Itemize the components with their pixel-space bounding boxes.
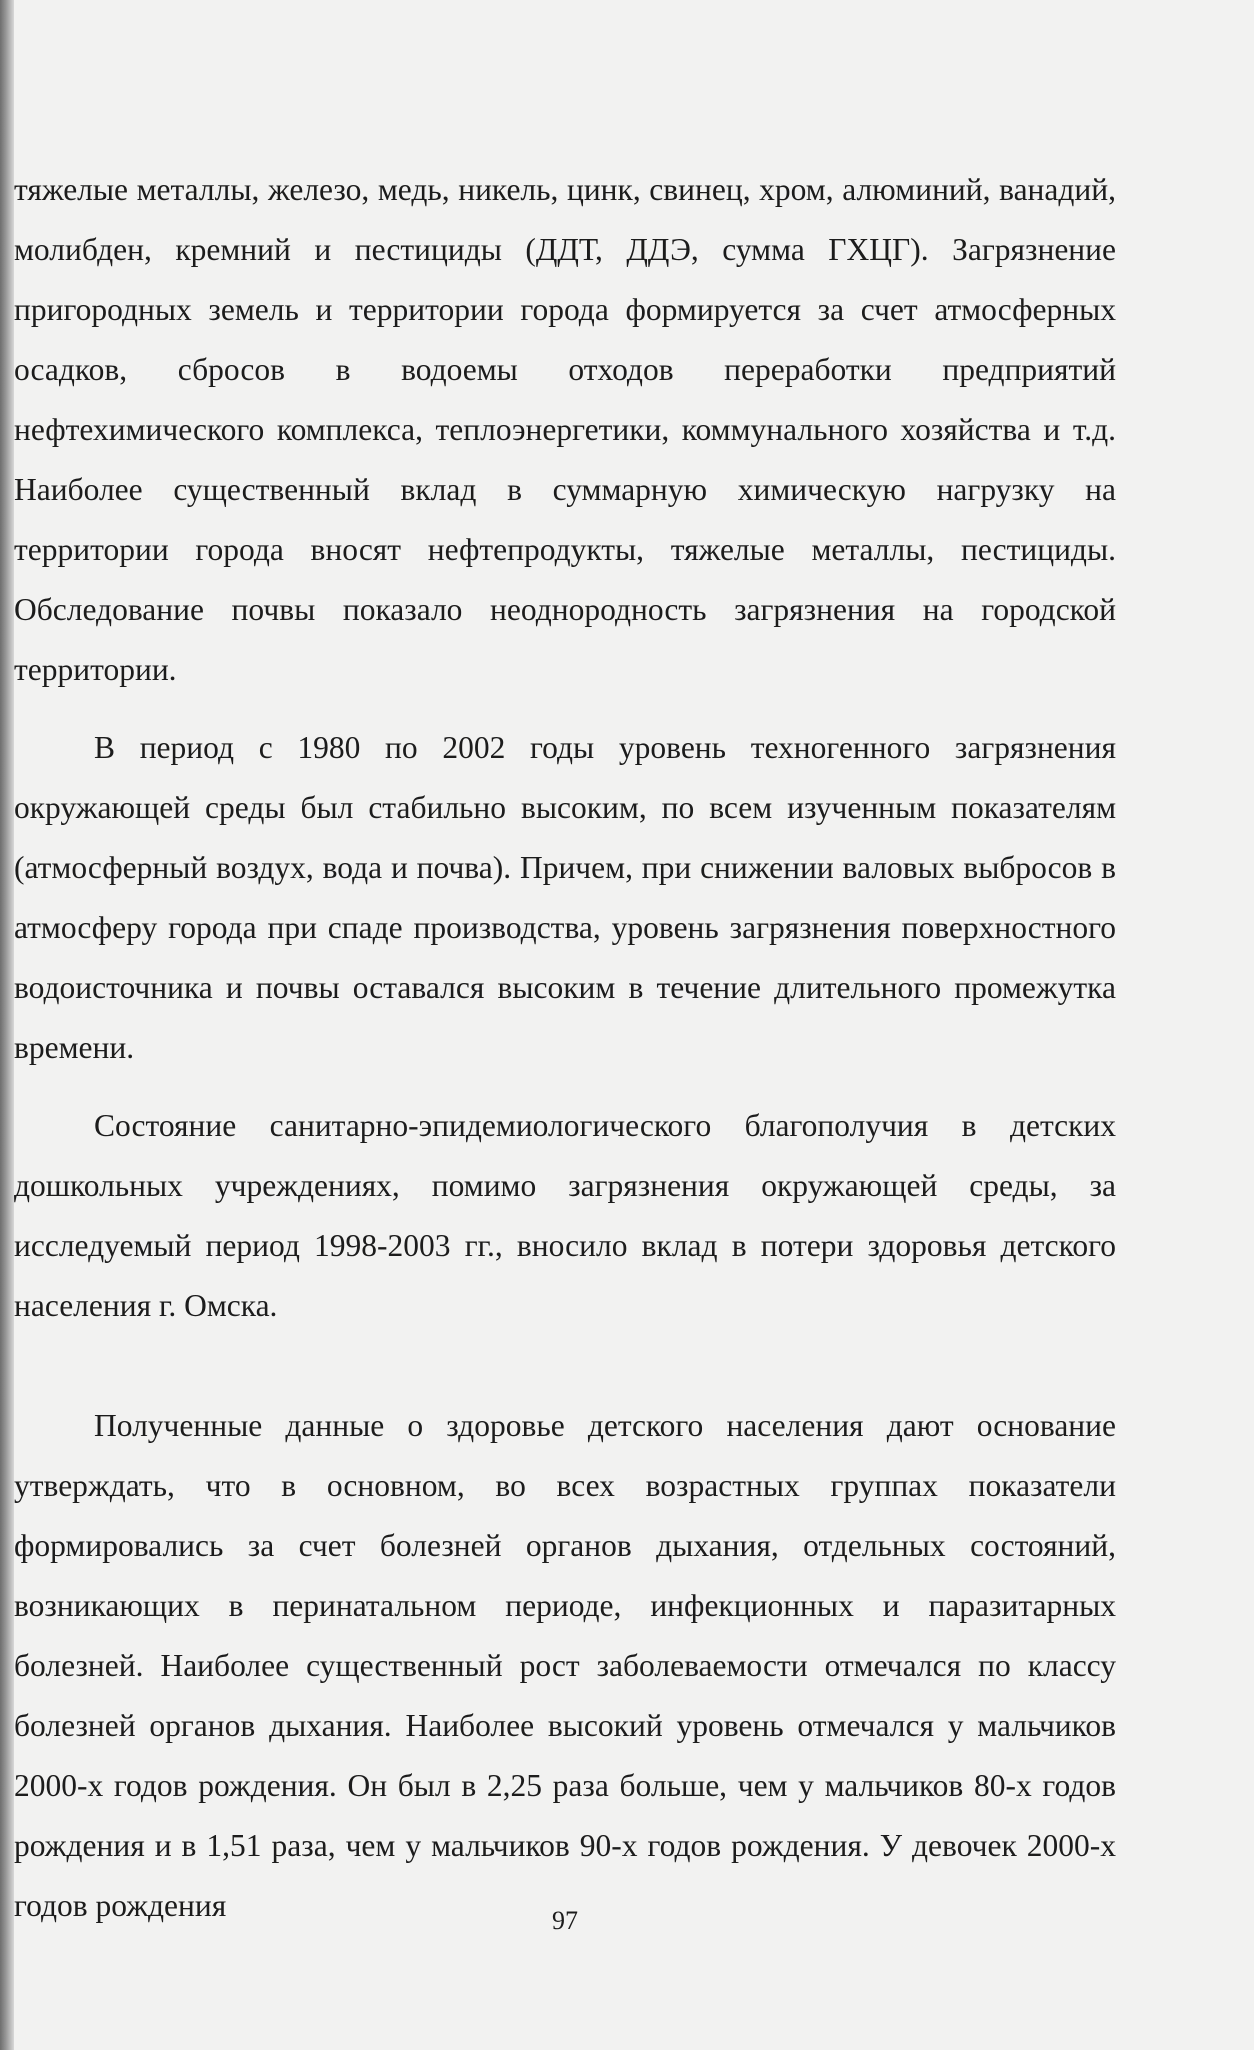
scan-binding-shadow (0, 0, 14, 2050)
page-number: 97 (552, 1906, 578, 1935)
document-body (14, 160, 1116, 1936)
paragraph-1: тяжелые металлы, железо, медь, никель, цинк, свинец, хром, алюминий, ванадий, молибден, кремний и пестициды (ДДТ, ДДЭ, сумма ГХЦГ). Загрязнение пригородных земель и территории города формируется за счет атмосферных осадков, сбросов в водоемы отходов переработки предприятий нефтехимического комплекса, теплоэнергетики, коммунального хозяйства и т.д. Наиболее существенный вклад в суммарную химическую нагрузку на территории города вносят нефтепродукты, тяжелые металлы, пестициды. Обследование почвы показало неоднородность загрязнения на городской территории. (14, 172, 1116, 687)
paragraph-2: В период с 1980 по 2002 годы уровень техногенного загрязнения окружающей среды был стабильно высоким, по всем изученным показателям (атмосферный воздух, вода и почва). Причем, при снижении валовых выбросов в атмосферу города при спаде производства, уровень загрязнения поверхностного водоисточника и почвы оставался высоким в течение длительного промежутка времени. (14, 730, 1116, 1065)
paragraph-3: Состояние санитарно-эпидемиологического благополучия в детских дошкольных учреждениях, помимо загрязнения окружающей среды, за исследуемый период 1998-2003 гг., вносило вклад в потери здоровья детского населения г. Омска. (14, 1108, 1116, 1323)
paragraph-4: Полученные данные о здоровье детского населения дают основание утверждать, что в основном, во всех возрастных группах показатели формировались за счет болезней органов дыхания, отдельных состояний, возникающих в перинатальном периоде, инфекционных и паразитарных болезней. Наиболее существенный рост заболеваемости отмечался по классу болезней органов дыхания. Наиболее высокий уровень отмечался у мальчиков 2000-х годов рождения. Он был в 2,25 раза больше, чем у мальчиков 80-х годов рождения и в 1,51 раза, чем у мальчиков 90-х годов рождения. У девочек 2000-х годов рождения (14, 1408, 1116, 1923)
